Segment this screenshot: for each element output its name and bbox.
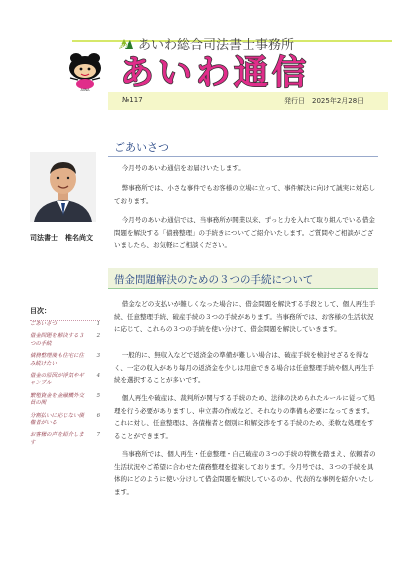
toc-item-label: 借金問題を解決する３つの手続: [30, 333, 84, 347]
author-caption: 司法書士 椎名尚文: [30, 234, 93, 242]
section-paragraph-3: 個人再生や破産は、裁判所が関与する手続のため、法律の決められたルールに従って処理を行う必要がありますし、申立書の作成など、それなりの準備も必要になってきます。これに対し、任意整理は、各債権者と個別に和解交渉をする手続のため、柔軟な処理をすることができます。: [114, 394, 375, 440]
toc-item[interactable]: [30, 353, 100, 368]
toc-item-page: 5: [96, 392, 100, 399]
greeting-paragraph-2: 弊事務所では、小さな事件でもお客様の立場に立って、事件解決に向けて誠実に対応しております。: [114, 184, 376, 205]
toc-title: 目次：: [30, 307, 51, 315]
section-paragraph-4: 当事務所では、個人再生・任意整理・自己破産の３つの手続の特徴を踏まえ、依頼者の生活状況やご希望に合わせた債務整理を提案しております。今月号では、３つの手続を具体的にどのように使い分けして借金問題を解決しているのか、代表的な事例を紹介いたします。: [114, 450, 376, 496]
mascot-icon: [62, 50, 108, 92]
brand-title: [116, 50, 376, 92]
firm-logo-icon: [118, 38, 134, 50]
toc-item[interactable]: [30, 373, 100, 388]
greeting-title: ごあいさつ: [114, 141, 169, 154]
section-paragraph-1: 借金などの支払いが難しくなった場合に、借金問題を解決する手段として、個人再生手続、任意整理手続、破産手続の３つの手続があります。当事務所では、お客様の生活状況に応じて、これらの３つの手続を使い分けて、借金問題を解決していきます。: [114, 300, 376, 333]
section-paragraph-2: 一般的に、無収入などで返済金の準備が難しい場合は、破産手続を検討せざるを得なく、一定の収入があり毎月の返済金を少しは用意できる場合は任意整理手続や個人再生手続を選択することが多いです。: [114, 351, 374, 384]
section-title: 借金問題解決のための３つの手続について: [114, 274, 314, 286]
table-of-contents: [30, 306, 100, 452]
greeting-paragraph-3: 今月号のあいわ通信では、当事務所が開業以来、ずっと力を入れて取り組んでいる借金問題を解決する「債務整理」の手続きについてご紹介いたします。ご質問やご相談がございましたら、お気軽にご相談ください。: [114, 216, 375, 249]
toc-item-label: 借金の原因が浮気やギャンブル: [30, 373, 84, 387]
toc-item-page: 3: [96, 353, 100, 360]
toc-item[interactable]: [30, 413, 100, 428]
toc-item-label: 債務整理後も住宅に住み続けたい: [30, 353, 84, 367]
toc-item-label: 繁殖資金を金融機外交員の関: [30, 392, 84, 407]
toc-item[interactable]: [30, 393, 100, 408]
toc-item-page: 4: [96, 373, 100, 380]
toc-item-page: 1: [96, 321, 100, 327]
toc-item-label: お客様の声を紹介します: [30, 432, 84, 446]
toc-item[interactable]: [30, 333, 100, 348]
toc-item[interactable]: [30, 432, 100, 447]
issue-date: 発行日 2025年2月28日: [284, 97, 365, 105]
issue-number: №117: [122, 96, 143, 104]
firm-name: あいわ総合司法書士事務所: [138, 38, 295, 53]
toc-item-label: 分割払いに応じない債権者がいる: [30, 412, 84, 427]
toc-item-page: 6: [96, 412, 100, 419]
brand-title-text: あいわ通信: [120, 53, 310, 92]
toc-item-page: 7: [96, 432, 100, 439]
greeting-paragraph-1: 今月号のあいわ通信をお届けいたします。: [121, 164, 245, 172]
toc-item-page: 2: [96, 333, 100, 340]
firm-logo-mark: AW: [120, 44, 129, 50]
author-photo: [30, 152, 96, 222]
toc-item[interactable]: [30, 321, 100, 328]
mascot-label: AIWA: [80, 88, 90, 92]
toc-item-label: ごあいさつ: [30, 321, 57, 327]
